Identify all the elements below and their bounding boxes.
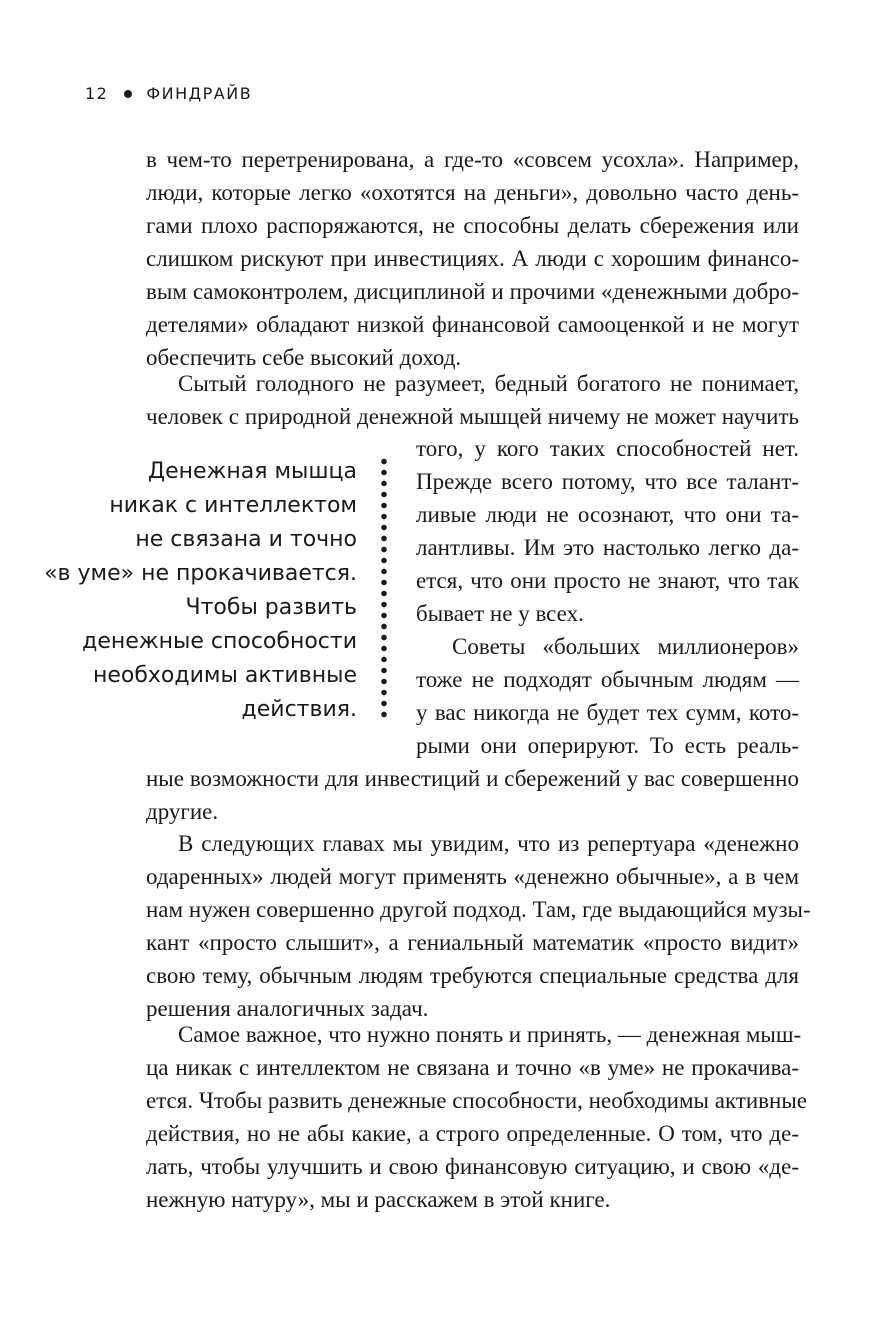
text-line: ливые люди не осознают, что они та- [416, 502, 799, 527]
pull-quote-line: не связана и точно [135, 527, 357, 552]
dotted-divider [380, 456, 388, 718]
text-line: одаренных» людей могут применять «денежно обычные», а в чем [146, 864, 799, 889]
text-line: другие. [146, 799, 219, 824]
text-line: рыми они оперируют. То есть реаль- [416, 733, 799, 758]
paragraph-3-narrow [416, 630, 799, 762]
pull-quote-line: Денежная мышца [147, 459, 357, 484]
text-line: В следующих главах мы увидим, что из репертуара «денежно [178, 831, 799, 856]
text-line: решения аналогичных задач. [146, 996, 429, 1021]
paragraph-3-full [146, 762, 799, 828]
paragraph-1 [146, 143, 799, 374]
bullet-separator-icon [124, 90, 132, 98]
pull-quote-line: действия. [241, 697, 357, 722]
text-line: кант «просто слышит», а гениальный математик «просто видит» [146, 930, 799, 955]
text-line: детелями» обладают низкой финансовой самооценкой и не могут [146, 312, 799, 337]
text-line: у вас никогда не будет тех сумм, кото- [416, 700, 799, 725]
text-line: вым самоконтролем, дисциплиной и прочими «денежными добро- [146, 279, 799, 304]
text-line: тоже не подходят обычным людям — [416, 667, 799, 692]
text-line: ца никак с интеллектом не связана и точно «в уме» не прокачива- [146, 1055, 799, 1080]
pull-quote-line: никак с интеллектом [109, 493, 357, 518]
paragraph-2-full [146, 367, 799, 433]
paragraph-5 [146, 1018, 808, 1216]
paragraph-2-narrow [416, 432, 799, 630]
text-line: бывает не у всех. [416, 601, 584, 626]
running-header [85, 84, 252, 103]
text-line: человек с природной денежной мышцей ничему не может научить [146, 404, 799, 429]
paragraph-4 [146, 827, 811, 1025]
text-line: того, у кого таких способностей нет. [416, 436, 799, 461]
pull-quote-line: необходимы активные [92, 663, 357, 688]
text-line: гами плохо распоряжаются, не способны делать сбережения или [146, 213, 799, 238]
text-line: Сытый голодного не разумеет, бедный богатого не понимает, [178, 371, 799, 396]
text-line: в чем-то перетренирована, а где-то «совсем усохла». Например, [146, 147, 799, 172]
pull-quote-line: «в уме» не прокачивается. [44, 561, 357, 586]
book-title: ФИНДРАЙВ [146, 84, 253, 103]
text-line: лать, чтобы улучшить и свою финансовую ситуацию, и свою «де- [146, 1154, 799, 1179]
page-number: 12 [85, 84, 109, 103]
text-line: слишком рискуют при инвестициях. А люди с хорошим финансо- [146, 246, 799, 271]
text-line: Советы «больших миллионеров» [452, 634, 799, 659]
text-line: действия, но не абы какие, а строго определенные. О том, что де- [146, 1121, 799, 1146]
text-line: нам нужен совершенно другой подход. Там, где выдающийся музы- [146, 897, 811, 922]
text-line: свою тему, обычным людям требуются специальные средства для [146, 963, 799, 988]
pull-quote-line: Чтобы развить [185, 595, 357, 620]
text-line: ется. Чтобы развить денежные способности, необходимы активные [146, 1088, 808, 1113]
text-line: ется, что они просто не знают, что так [416, 568, 799, 593]
text-line: люди, которые легко «охотятся на деньги», довольно часто день- [146, 180, 799, 205]
text-line: ные возможности для инвестиций и сбережений у вас совершенно [146, 766, 799, 791]
text-line: Самое важное, что нужно понять и принять, — денежная мыш- [178, 1022, 802, 1047]
text-line: обеспечить себе высокий доход. [146, 345, 462, 370]
text-line: нежную натуру», мы и расскажем в этой книге. [146, 1187, 611, 1212]
pull-quote [40, 455, 357, 727]
text-line: лантливы. Им это настолько легко да- [416, 535, 799, 560]
pull-quote-line: денежные способности [82, 629, 357, 654]
text-line: Прежде всего потому, что все талант- [416, 469, 799, 494]
